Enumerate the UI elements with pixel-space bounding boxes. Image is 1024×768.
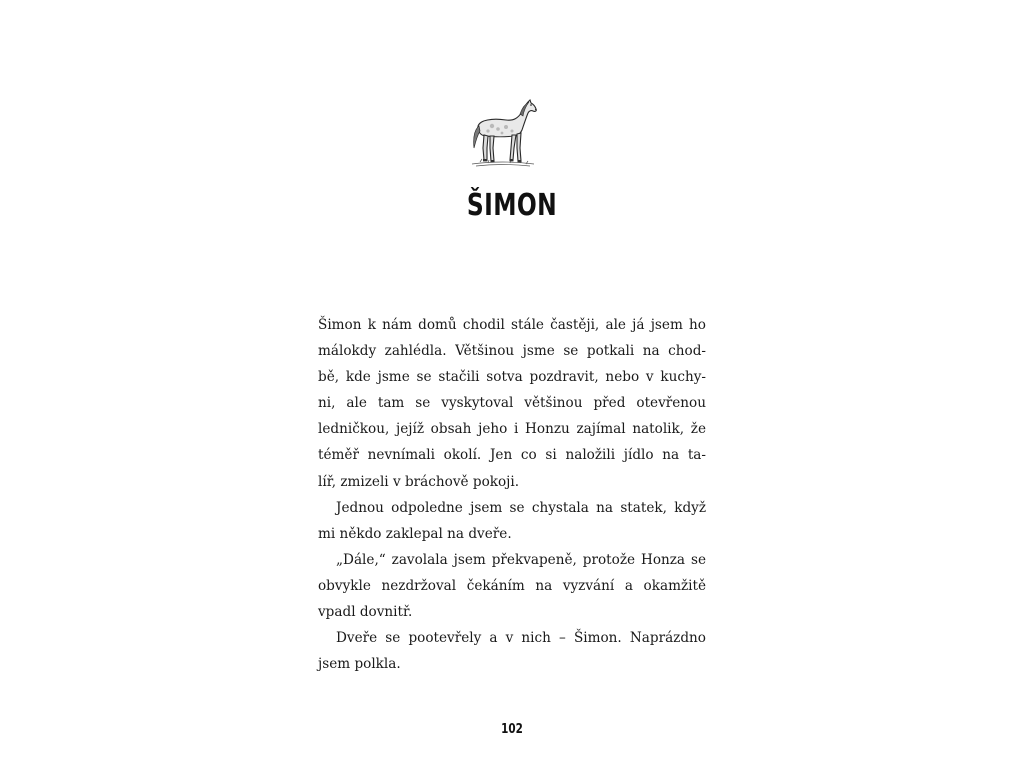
text-line: mi někdo zaklepal na dveře. [318,525,512,542]
text-line: vpadl dovnitř. [318,604,413,621]
text-line: bě, kde jsme se stačili sotva pozdravit, nebo v kuchy- [318,369,706,386]
text-line: Šimon k nám domů chodil stále častěji, ale já jsem ho [318,317,706,333]
page-number: 102 [501,722,523,737]
text-line: téměř nevnímali okolí. Jen co si naložili jídlo na ta- [318,447,706,464]
text-line: ledničkou, jejíž obsah jeho i Honzu zajímal natolik, že [318,421,706,438]
text-line: ni, ale tam se vyskytoval většinou před otevřenou [318,395,706,412]
text-line: málokdy zahlédla. Většinou jsme se potkali na chod- [318,343,706,360]
horse-illustration-icon [462,96,542,170]
text-line: jsem polkla. [318,656,401,673]
chapter-body-text [318,312,706,677]
text-line: Dveře se pootevřely a v nich – Šimon. Naprázdno [336,630,706,647]
chapter-title: ŠIMON [466,188,558,223]
text-line: „Dále,“ zavolala jsem překvapeně, protože Honza se [336,551,706,568]
text-line: obvykle nezdržoval čekáním na vyzvání a okamžitě [318,577,706,594]
text-line: Jednou odpoledne jsem se chystala na statek, když [336,499,706,516]
text-line: líř, zmizeli v bráchově pokoji. [318,473,520,490]
